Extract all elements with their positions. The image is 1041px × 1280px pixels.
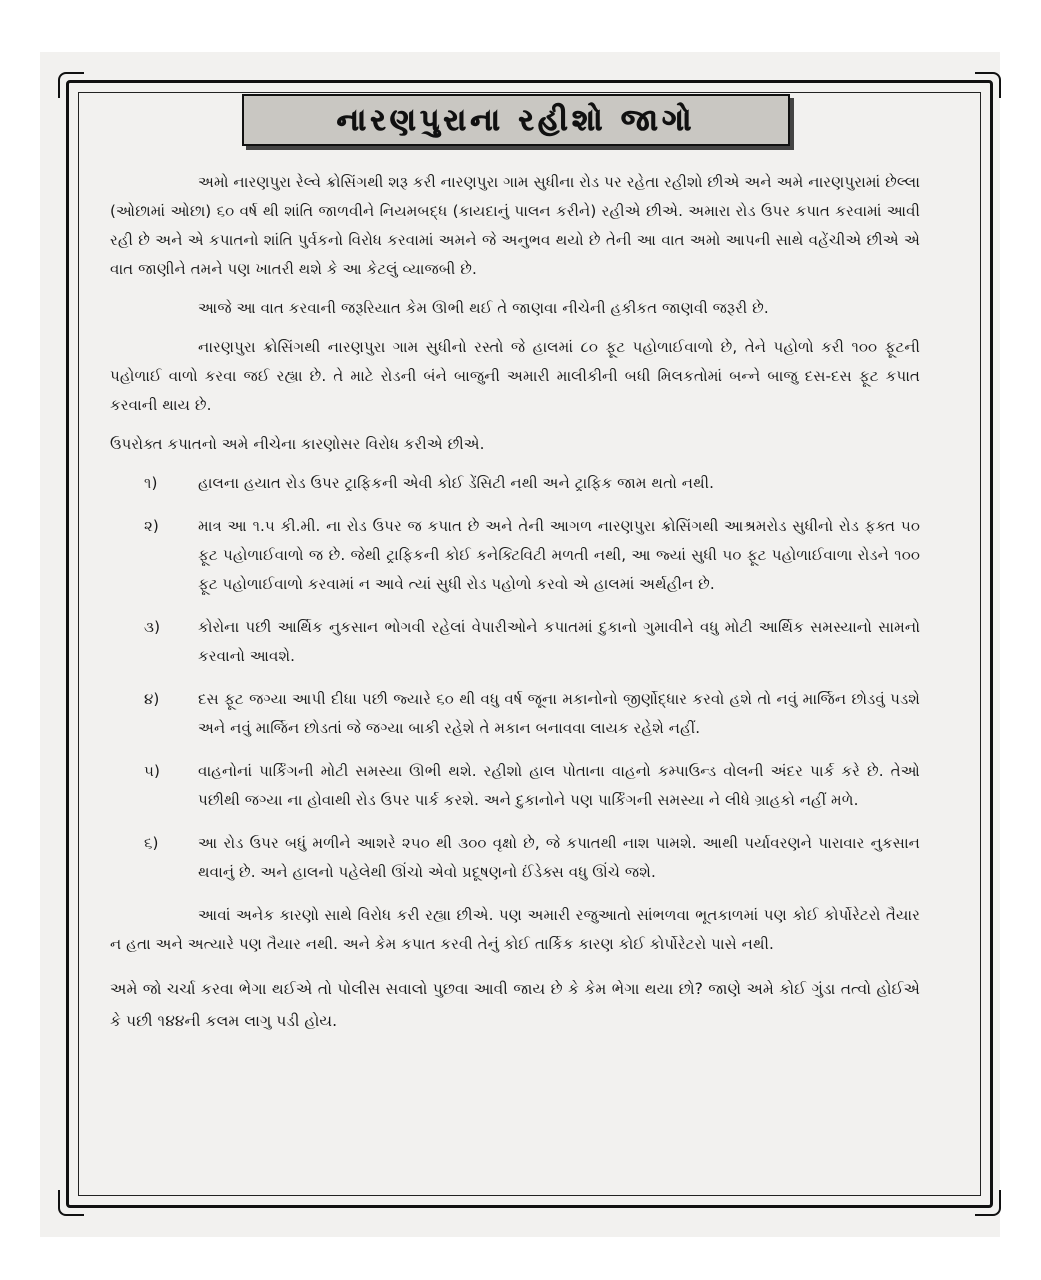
reason-text: કોરોના પછી આર્થિક નુકસાન ભોગવી રહેલાં વેપારીઓને કપાતમાં દુકાનો ગુમાવીને વધુ મોટી આર્થિક સમસ્યાનો સામનો કરવાનો આવશે. [198, 618, 920, 665]
headline-box [242, 94, 790, 146]
reason-text: વાહનોનાં પાર્કિંગની મોટી સમસ્યા ઊભી થશે. રહીશો હાલ પોતાના વાહનો કમ્પાઉન્ડ વોલની અંદર પાર્ક કરે છે. તેઓ પછીથી જગ્યા ના હોવાથી રોડ ઉપર પાર્ક કરશે. અને દુકાનોને પણ પાર્કિંગની સમસ્યા ને લીધે ગ્રાહકો નહીં મળે. [198, 762, 920, 809]
border-corner-ornament [58, 72, 84, 98]
reason-item [110, 512, 920, 599]
reason-number: ૨) [144, 517, 159, 535]
border-corner-ornament [975, 1190, 1001, 1216]
intro-paragraph: અમો નારણપુરા રેલ્વે ક્રોસિંગથી શરૂ કરી નારણપુરા ગામ સુધીના રોડ પર રહેતા રહીશો છીએ અને અમે નારણપુરામાં છેલ્લા (ઓછામાં ઓછા) ૬૦ વર્ષ થી શાંતિ જાળવીને નિયમબદ્ધ (કાયદાનું પાલન કરીને) રહીએ છીએ. અમારા રોડ ઉપર કપાત કરવામાં આવી રહી છે અને એ કપાતનો શાંતિ પુર્વકનો વિરોધ કરવામાં અમને જે અનુભવ થયો છે તેની આ વાત અમો આપની સાથે વહેંચીએ છીએ એ વાત જાણીને તમને પણ ખાતરી થશે કે આ કેટલું વ્યાજબી છે. [110, 173, 920, 278]
border-corner-ornament [58, 1190, 84, 1216]
reasons-intro: ઉપરોક્ત કપાતનો અમે નીચેના કારણોસર વિરોધ કરીએ છીએ. [110, 435, 485, 453]
reason-item [110, 829, 920, 887]
need-paragraph: આજે આ વાત કરવાની જરૂરિયાત કેમ ઊભી થઈ તે જાણવા નીચેની હકીકત જાણવી જરૂરી છે. [198, 299, 769, 317]
reason-text: દસ ફૂટ જગ્યા આપી દીધા પછી જ્યારે ૬૦ થી વધુ વર્ષ જૂના મકાનોનો જીર્ણોદ્ધાર કરવો હશે તો નવું માર્જિન છોડવું પડશે અને નવું માર્જિન છોડતાં જે જગ્યા બાકી રહેશે તે મકાન બનાવવા લાયક રહેશે નહીં. [198, 690, 920, 737]
reason-item [110, 757, 920, 815]
reason-number: ૫) [144, 762, 160, 780]
reason-item [110, 469, 920, 498]
reason-text: માત્ર આ ૧.૫ કી.મી. ના રોડ ઉપર જ કપાત છે અને તેની આગળ નારણપુરા ક્રોસિંગથી આશ્રમરોડ સુધીનો રોડ ફક્ત ૫૦ ફૂટ પહોળાઈવાળો જ છે. જેથી ટ્રાફિકની કોઈ કનેક્ટિવિટી મળતી નથી, આ જ્યાં સુધી ૫૦ ફૂટ પહોળાઈવાળા રોડને ૧૦૦ ફૂટ પહોળાઈવાળો કરવામાં ન આવે ત્યાં સુધી રોડ પહોળો કરવો એ હાલમાં અર્થહીન છે. [198, 517, 920, 593]
road-paragraph: નારણપુરા ક્રોસિંગથી નારણપુરા ગામ સુધીનો રસ્તો જે હાલમાં ૮૦ ફૂટ પહોળાઈવાળો છે, તેને પહોળો કરી ૧૦૦ ફૂટની પહોળાઈ વાળો કરવા જઈ રહ્યા છે. તે માટે રોડની બંને બાજુની અમારી માલીકીની બધી મિલકતોમાં બન્ને બાજુ દસ-દસ ફૂટ કપાત કરવાની થાય છે. [110, 338, 920, 414]
border-corner-ornament [975, 72, 1001, 98]
reason-number: ૪) [144, 690, 160, 708]
reason-number: ૧) [144, 474, 158, 492]
reason-item [110, 613, 920, 671]
reason-text: આ રોડ ઉપર બધું મળીને આશરે ૨૫૦ થી ૩૦૦ વૃક્ષો છે, જે કપાતથી નાશ પામશે. આથી પર્યાવરણને પારાવાર નુકસાન થવાનું છે. અને હાલનો પહેલેથી ઊંચો એવો પ્રદૂષણનો ઈંડેક્સ વધુ ઊંચે જશે. [198, 834, 920, 881]
reason-number: ૬) [144, 834, 159, 852]
article-body [110, 168, 920, 1047]
closing-paragraph: અમે જો ચર્ચા કરવા ભેગા થઈએ તો પોલીસ સવાલો પુછવા આવી જાય છે કે કેમ ભેગા થયા છો? જાણે અમે કોઈ ગુંડા તત્વો હોઈએ કે પછી ૧૪૪ની કલમ લાગુ પડી હોય. [110, 980, 920, 1030]
reason-item [110, 685, 920, 743]
headline: નારણપુરાના રહીશો જાગો [336, 102, 696, 138]
reason-text: હાલના હયાત રોડ ઉપર ટ્રાફિકની એવી કોઈ ડેંસિટી નથી અને ટ્રાફિક જામ થતો નથી. [198, 474, 714, 492]
objection-paragraph: આવાં અનેક કારણો સાથે વિરોધ કરી રહ્યા છીએ. પણ અમારી રજુઆતો સાંભળવા ભૂતકાળમાં પણ કોઈ કોર્પોરેટરો તૈયાર ન હતા અને અત્યારે પણ તૈયાર નથી. અને કેમ કપાત કરવી તેનું કોઈ તાર્કિક કારણ કોઈ કોર્પોરેટરો પાસે નથી. [110, 906, 920, 953]
reason-number: ૩) [144, 618, 161, 636]
